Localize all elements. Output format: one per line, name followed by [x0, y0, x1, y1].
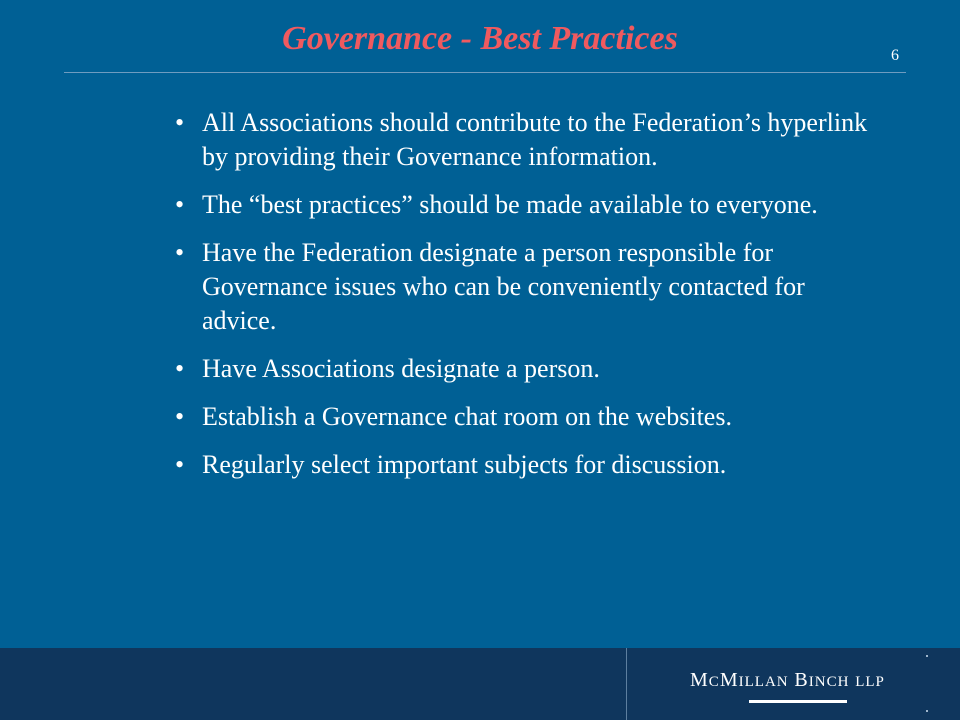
bullet-text: All Associations should contribute to the Federation’s hyperlink by providing their Governance information.	[202, 108, 868, 171]
bullet-icon: •	[175, 108, 185, 137]
bullet-icon: •	[175, 238, 185, 267]
bullet-item	[175, 236, 875, 338]
footer-divider	[626, 648, 627, 720]
decorative-dot	[926, 655, 928, 657]
slide-title: Governance - Best Practices	[282, 20, 678, 57]
title-divider	[64, 72, 906, 73]
slide-number: 6	[891, 47, 899, 64]
bullet-item	[175, 352, 875, 386]
bullet-item	[175, 106, 875, 174]
bullet-icon: •	[175, 354, 185, 383]
bullet-text: Have the Federation designate a person responsible for Governance issues who can be conveniently contacted for advice.	[202, 238, 805, 335]
bullet-item	[175, 400, 875, 434]
decorative-dot	[926, 710, 928, 712]
company-logo	[690, 668, 910, 694]
bullet-text: The “best practices” should be made available to everyone.	[202, 190, 818, 219]
logo-underline	[749, 700, 847, 703]
bullet-icon: •	[175, 190, 185, 219]
bullet-text: Regularly select important subjects for discussion.	[202, 450, 727, 479]
bullet-list	[175, 106, 875, 496]
bullet-text: Establish a Governance chat room on the websites.	[202, 402, 732, 431]
bullet-text: Have Associations designate a person.	[202, 354, 600, 383]
bullet-icon: •	[175, 450, 185, 479]
bullet-item	[175, 448, 875, 482]
bullet-icon: •	[175, 402, 185, 431]
logo-text: MCMILLAN BINCH LLP	[690, 669, 885, 691]
footer-bar	[0, 648, 960, 720]
bullet-item	[175, 188, 875, 222]
